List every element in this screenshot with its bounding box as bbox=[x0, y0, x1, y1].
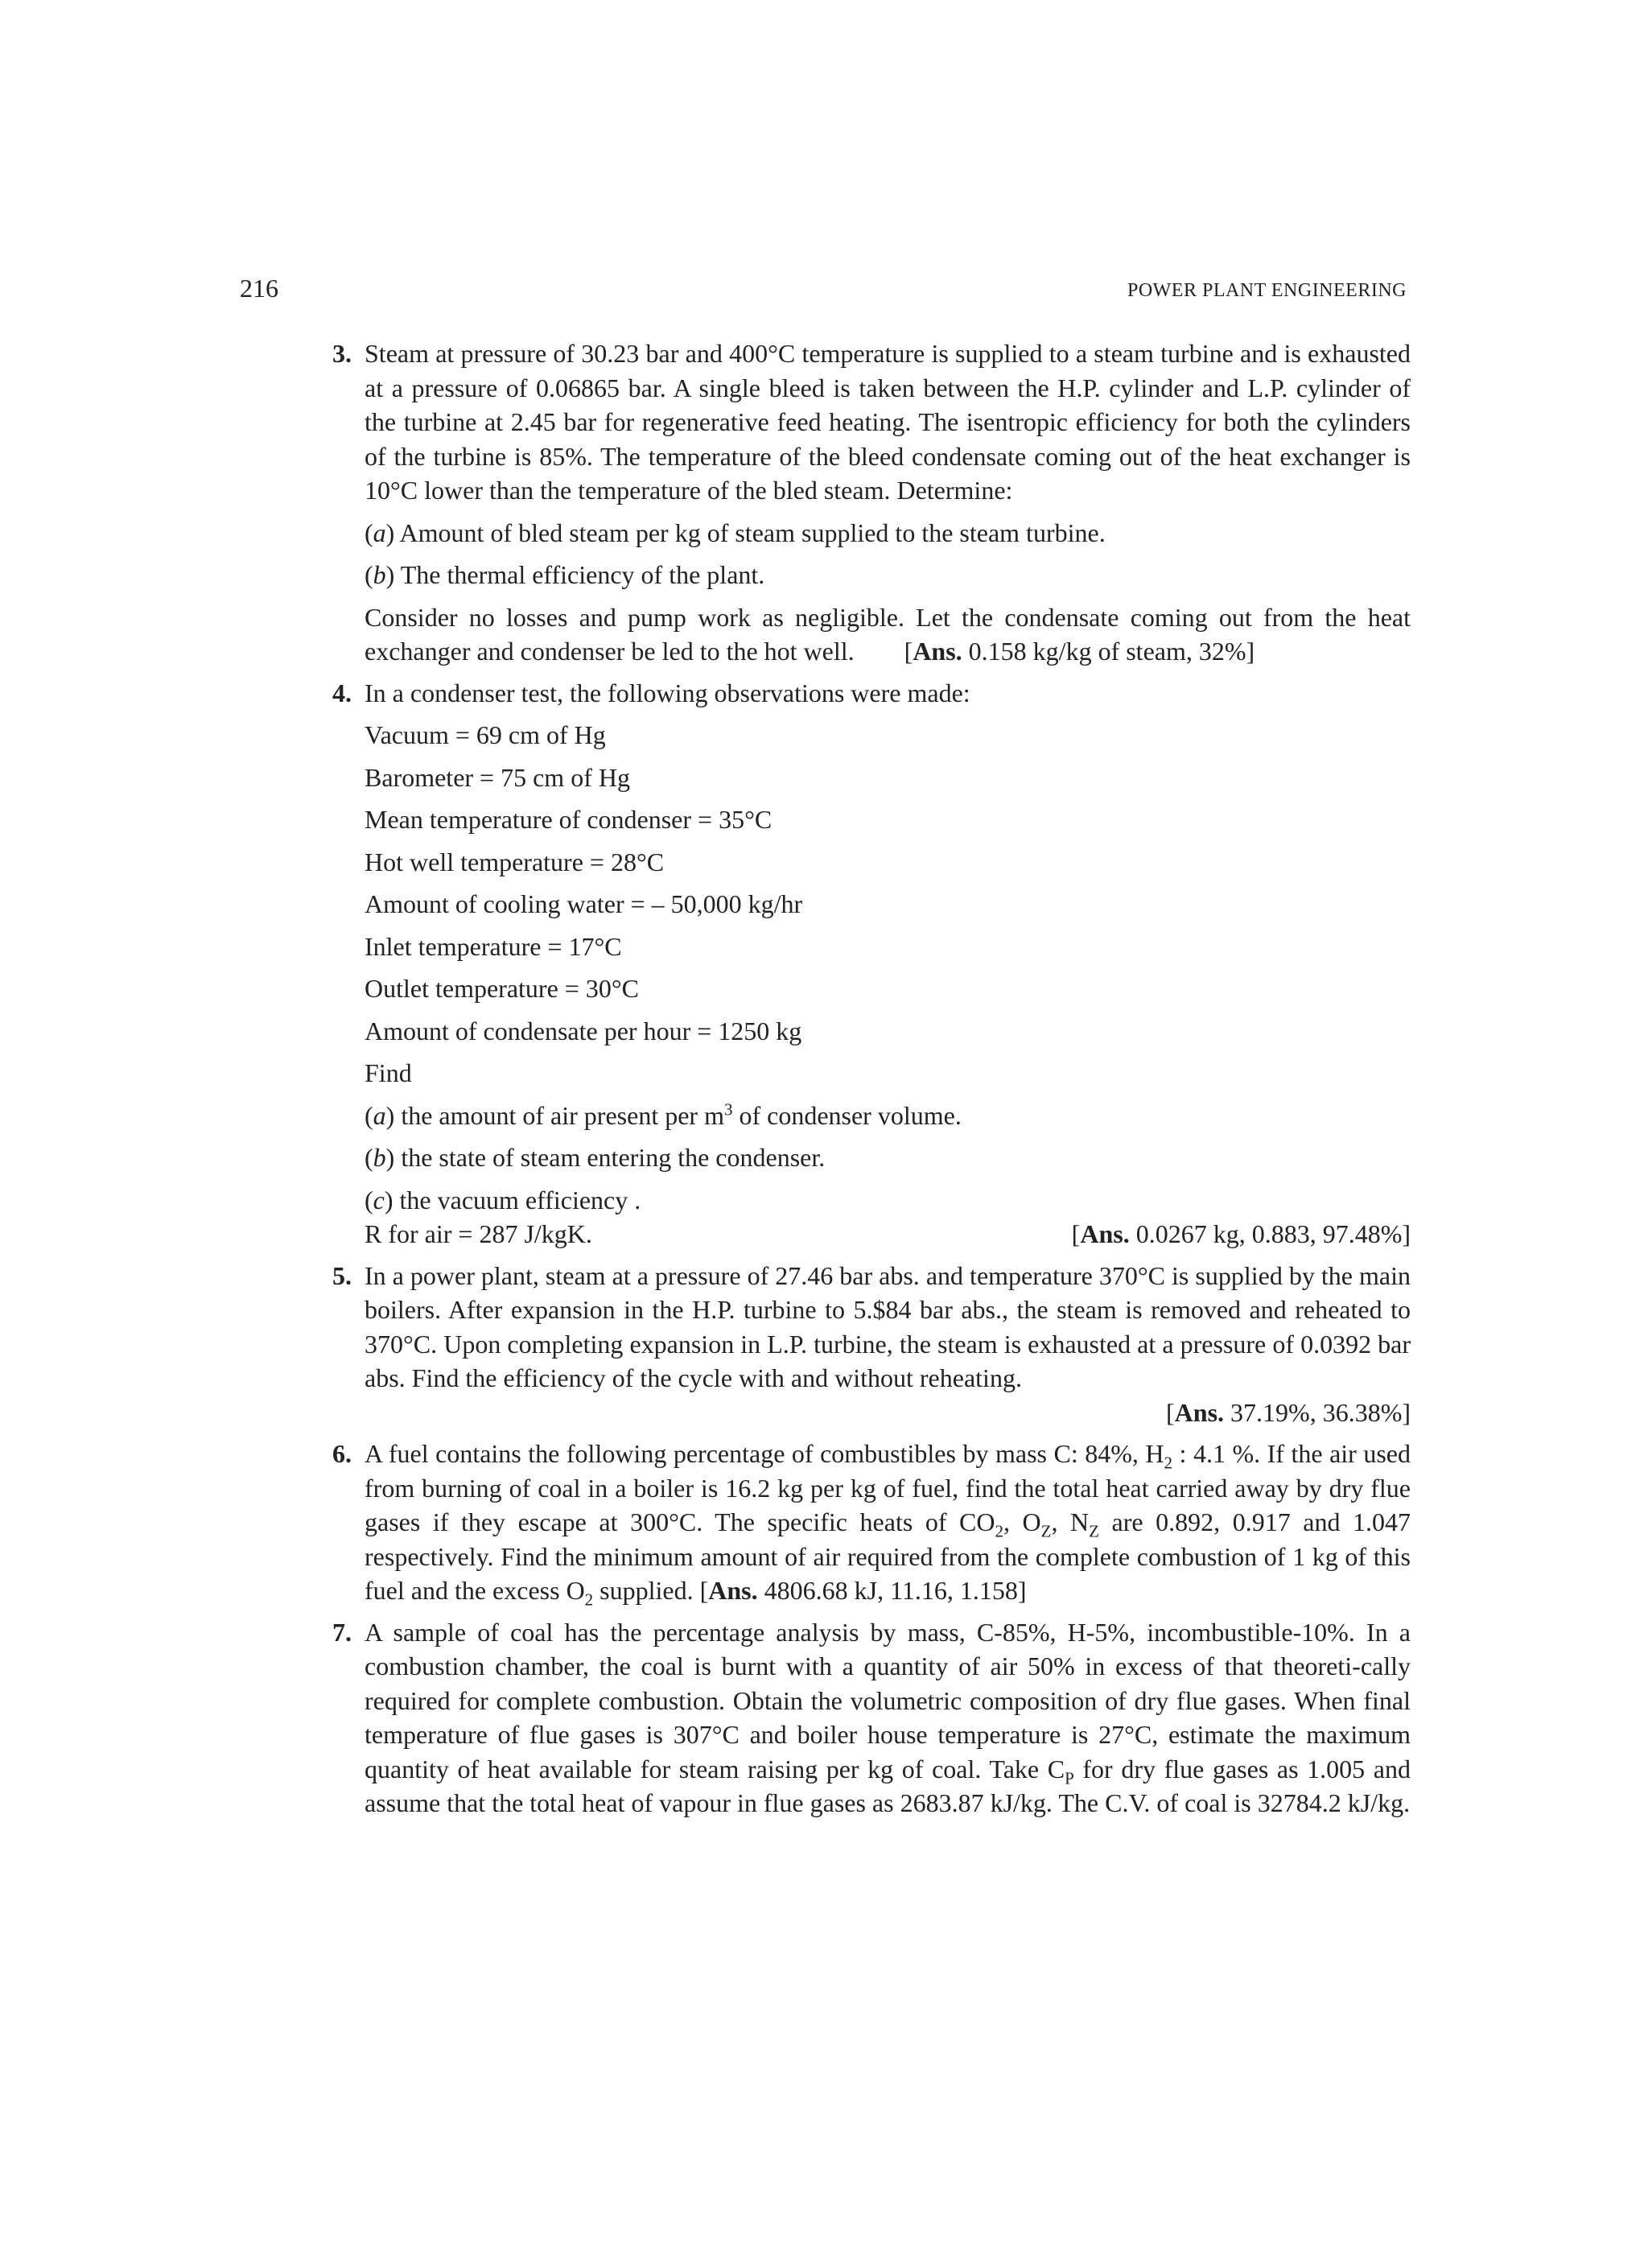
sub-label: a bbox=[373, 518, 386, 547]
text-run: , N bbox=[1051, 1507, 1090, 1536]
sub-label: a bbox=[373, 1100, 386, 1130]
problem-number: 3. bbox=[332, 339, 352, 368]
find-label: Find bbox=[365, 1058, 412, 1087]
sub-question-b: (b) The thermal efficiency of the plant. bbox=[365, 560, 765, 589]
answer-row bbox=[365, 1217, 1411, 1252]
problem-3 bbox=[332, 336, 1411, 669]
text-run: for dry flue gases as 1.005 and assume that the total heat of vapour in flue gases as 2683.87 kJ/kg. The C.V. of coal is 32784.2 kJ/kg. bbox=[365, 1754, 1411, 1817]
answer-text: 0.0267 kg, 0.883, 97.48%] bbox=[1129, 1219, 1411, 1248]
text-run: are 0.892, 0.917 and 1.047 respectively. Find the minimum amount of air required from the complete combustion of 1 kg of this fuel and the excess O bbox=[365, 1507, 1411, 1605]
sub-question-text: The thermal efficiency of the plant. bbox=[394, 560, 765, 589]
observation: Amount of cooling water = – 50,000 kg/hr bbox=[365, 889, 803, 918]
sub-question-text: the vacuum efficiency . bbox=[393, 1185, 641, 1214]
observation: Vacuum = 69 cm of Hg bbox=[365, 720, 606, 749]
text-run: supplied. [ bbox=[593, 1576, 709, 1605]
page-content bbox=[332, 336, 1411, 1828]
sub-question-text: of condenser volume. bbox=[732, 1100, 962, 1130]
problem-4 bbox=[332, 676, 1411, 1252]
sub-question-text: the state of steam entering the condenser. bbox=[394, 1143, 826, 1172]
problem-number: 7. bbox=[332, 1617, 352, 1647]
subscript: 2 bbox=[995, 1521, 1003, 1541]
answer bbox=[1072, 1217, 1411, 1252]
sub-question-b: (b) the state of steam entering the condenser. bbox=[365, 1143, 826, 1172]
answer-label: Ans. bbox=[708, 1576, 758, 1605]
answer-label: Ans. bbox=[1174, 1397, 1225, 1427]
text-run: : 4.1 %. If the air used from burning of coal in a boiler is 16.2 kg per kg of fuel, find the total heat carried away by dry flue gases if they escape at 300°C. The specific heats of CO bbox=[365, 1439, 1411, 1536]
text-run: , O bbox=[1003, 1507, 1041, 1536]
problem-5 bbox=[332, 1259, 1411, 1430]
superscript: 3 bbox=[723, 1099, 733, 1119]
sub-question-text: the amount of air present per m bbox=[394, 1100, 724, 1130]
subscript: Z bbox=[1040, 1521, 1052, 1541]
ans-bracket: [ bbox=[1166, 1397, 1175, 1427]
problem-text: In a condenser test, the following observations were made: bbox=[365, 678, 970, 707]
subscript: 2 bbox=[1164, 1453, 1173, 1473]
problem-6 bbox=[332, 1437, 1411, 1608]
sub-label: b bbox=[373, 560, 386, 589]
subscript: P bbox=[1065, 1767, 1074, 1788]
problem-text: Steam at pressure of 30.23 bar and 400°C temperature is supplied to a steam turbine and is exhausted at a pressure of 0.06865 bar. A single bleed is taken between the H.P. cylinder and L.P. cylinder of the turbine at 2.45 bar for regenerative feed heating. The isentropic efficiency for both the cylinders of the turbine is 85%. The temperature of the bleed condensate coming out of the heat exchanger is 10°C lower than the temperature of the bled steam. Determine: bbox=[365, 339, 1411, 505]
observation: Mean temperature of condenser = 35°C bbox=[365, 805, 772, 834]
answer bbox=[365, 1396, 1411, 1430]
text-run: A fuel contains the following percentage of combustibles by mass C: 84%, H bbox=[365, 1439, 1164, 1468]
sub-label: c bbox=[373, 1185, 385, 1214]
answer-label: Ans. bbox=[1080, 1219, 1130, 1248]
text-run: A sample of coal has the percentage analysis by mass, C-85%, H-5%, incombustible-10%. In a combustion chamber, the coal is burnt with a quantity of air 50% in excess of that theoreti-cally required for complete combustion. Obtain the volumetric composition of dry flue gases. When final temperature of flue gases is 307°C and boiler house temperature is 27°C, estimate the maximum quantity of heat available for steam raising per kg of coal. Take C bbox=[365, 1617, 1411, 1783]
observation: Inlet temperature = 17°C bbox=[365, 931, 622, 961]
sub-question-a: (a) the amount of air present per $m^3$ of condenser volume. bbox=[365, 1099, 962, 1130]
problem-number: 4. bbox=[332, 678, 352, 707]
given-constant: R for air = 287 J/kgK. bbox=[365, 1219, 592, 1248]
page-number: 216 bbox=[240, 274, 278, 303]
sub-question-c: (c) the vacuum efficiency . bbox=[365, 1185, 641, 1214]
problem-text bbox=[365, 1437, 1411, 1608]
answer-text: 0.158 kg/kg of steam, 32%] bbox=[962, 637, 1255, 666]
ans-bracket: [ bbox=[1071, 1219, 1081, 1248]
consider-note bbox=[365, 600, 1411, 669]
observation: Hot well temperature = 28°C bbox=[365, 847, 665, 876]
sub-label: b bbox=[373, 1143, 386, 1172]
ans-bracket: [ bbox=[904, 637, 913, 666]
answer-text: 4806.68 kJ, 11.16, 1.158] bbox=[757, 1576, 1027, 1605]
observation: Amount of condensate per hour = 1250 kg bbox=[365, 1016, 802, 1045]
answer-label: Ans. bbox=[913, 637, 962, 666]
sub-question-text: Amount of bled steam per kg of steam supplied to the steam turbine. bbox=[394, 518, 1106, 547]
observation: Outlet temperature = 30°C bbox=[365, 974, 639, 1003]
problem-text: In a power plant, steam at a pressure of 27.46 bar abs. and temperature 370°C is supplied by the main boilers. After expansion in the H.P. turbine to 5.$84 bar abs., the steam is removed and reheated to 370°C. Upon completing expansion in L.P. turbine, the steam is exhausted at a pressure of 0.0392 bar abs. Find the efficiency of the cycle with and without reheating. bbox=[365, 1260, 1411, 1392]
sub-question-a: (a) Amount of bled steam per kg of steam supplied to the steam turbine. bbox=[365, 518, 1106, 547]
observation: Barometer = 75 cm of Hg bbox=[365, 762, 630, 792]
problem-text bbox=[365, 1615, 1411, 1821]
problem-7 bbox=[332, 1615, 1411, 1821]
answer-text: 37.19%, 36.38%] bbox=[1224, 1397, 1411, 1427]
problem-number: 6. bbox=[332, 1439, 352, 1468]
consider-text: Consider no losses and pump work as negligible. Let the condensate coming out from the heat exchanger and condenser be led to the hot well. bbox=[365, 602, 1411, 666]
subscript: Z bbox=[1089, 1521, 1099, 1541]
running-head: POWER PLANT ENGINEERING bbox=[1127, 280, 1407, 301]
problem-number: 5. bbox=[332, 1260, 352, 1290]
subscript: 2 bbox=[584, 1590, 594, 1610]
